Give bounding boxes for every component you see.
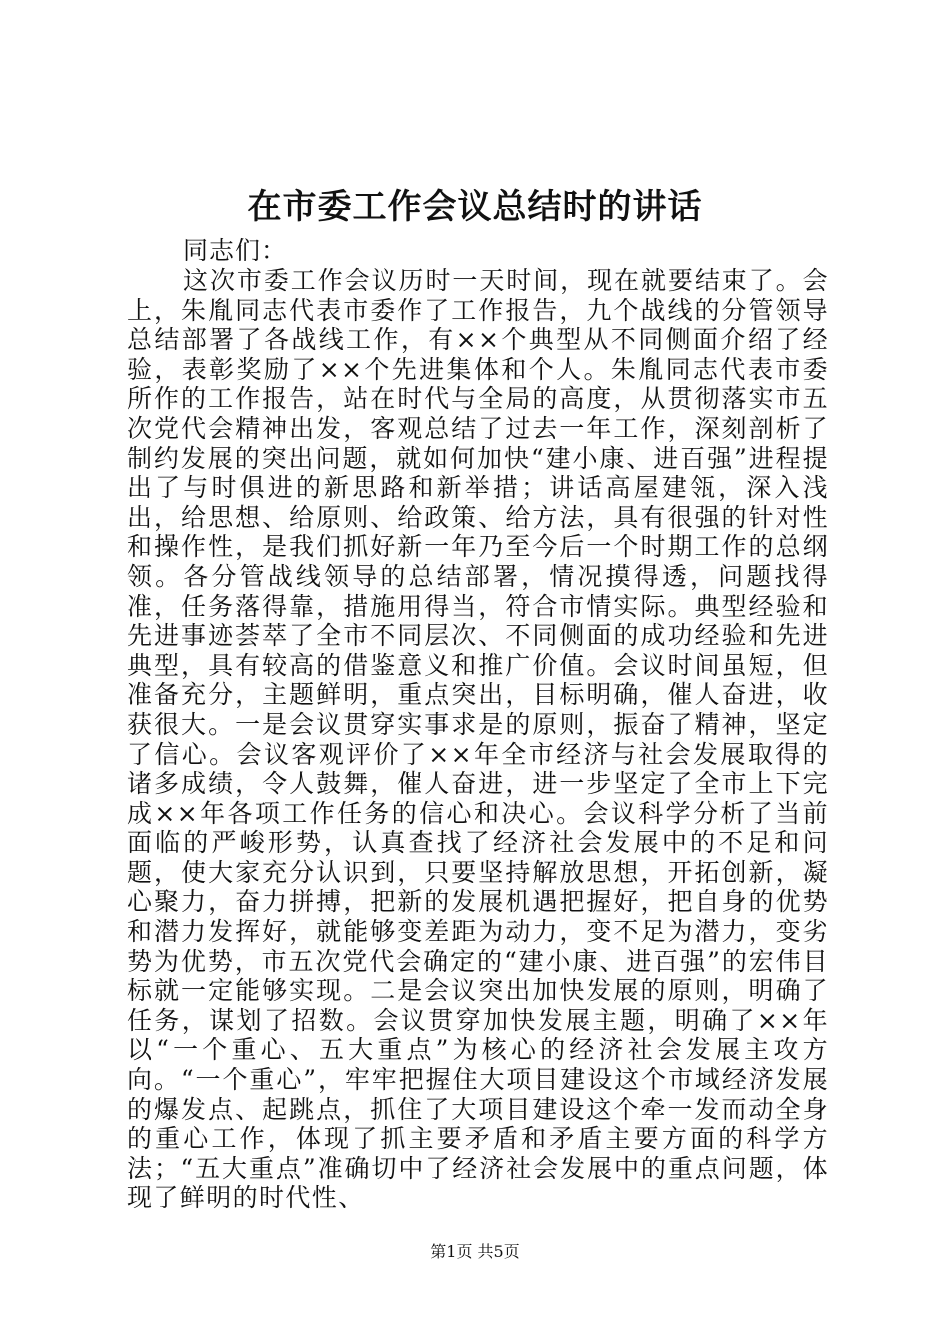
document-title: 在市委工作会议总结时的讲话 [247, 187, 703, 227]
body-paragraph: 这次市委工作会议历时一天时间，现在就要结束了。会上，朱胤同志代表市委作了工作报告，九个战线的分管领导总结部署了各战线工作，有××个典型从不同侧面介绍了经验，表彰奖励了××个先进集体和个人。朱胤同志代表市委所作的工作报告，站在时代与全局的高度，从贯彻落实市五次党代会精神出发，客观总结了过去一年工作，深刻剖析了制约发展的突出问题，就如何加快“建小康、进百强”进程提出了与时俱进的新思路和新举措；讲话高屋建瓴，深入浅出，给思想、给原则、给政策、给方法，具有很强的针对性和操作性，是我们抓好新一年乃至今后一个时期工作的总纲领。各分管战线领导的总结部署，情况摸得透，问题找得准，任务落得靠，措施用得当，符合市情实际。典型经验和先进事迹荟萃了全市不同层次、不同侧面的成功经验和先进典型，具有较高的借鉴意义和推广价值。会议时间虽短，但准备充分，主题鲜明，重点突出，目标明确，催人奋进，收获很大。一是会议贯穿实事求是的原则，振奋了精神，坚定了信心。会议客观评价了××年全市经济与社会发展取得的诸多成绩，令人鼓舞，催人奋进，进一步坚定了全市上下完成××年各项工作任务的信心和决心。会议科学分析了当前面临的严峻形势，认真查找了经济社会发展中的不足和问题，使大家充分认识到，只要坚持解放思想，开拓创新，凝心聚力，奋力拼搏，把新的发展机遇把握好，把自身的优势和潜力发挥好，就能够变差距为动力，变不足为潜力，变劣势为优势，市五次党代会确定的“建小康、进百强”的宏伟目标就一定能够实现。二是会议突出加快发展的原则，明确了任务，谋划了招数。会议贯穿加快发展主题，明确了××年以“一个重心、五大重点”为核心的经济社会发展主攻方向。“一个重心”，牢牢把握住大项目建设这个市域经济发展的爆发点、起跳点，抓住了大项目建设这个牵一发而动全身的重心工作，体现了抓主要矛盾和矛盾主要方面的科学方法；“五大重点”准确切中了经济社会发展中的重点问题，体现了鲜明的时代性、 [127, 266, 829, 1213]
page-footer: 第1页 共5页 [430, 1242, 520, 1261]
salutation: 同志们： [183, 236, 288, 265]
